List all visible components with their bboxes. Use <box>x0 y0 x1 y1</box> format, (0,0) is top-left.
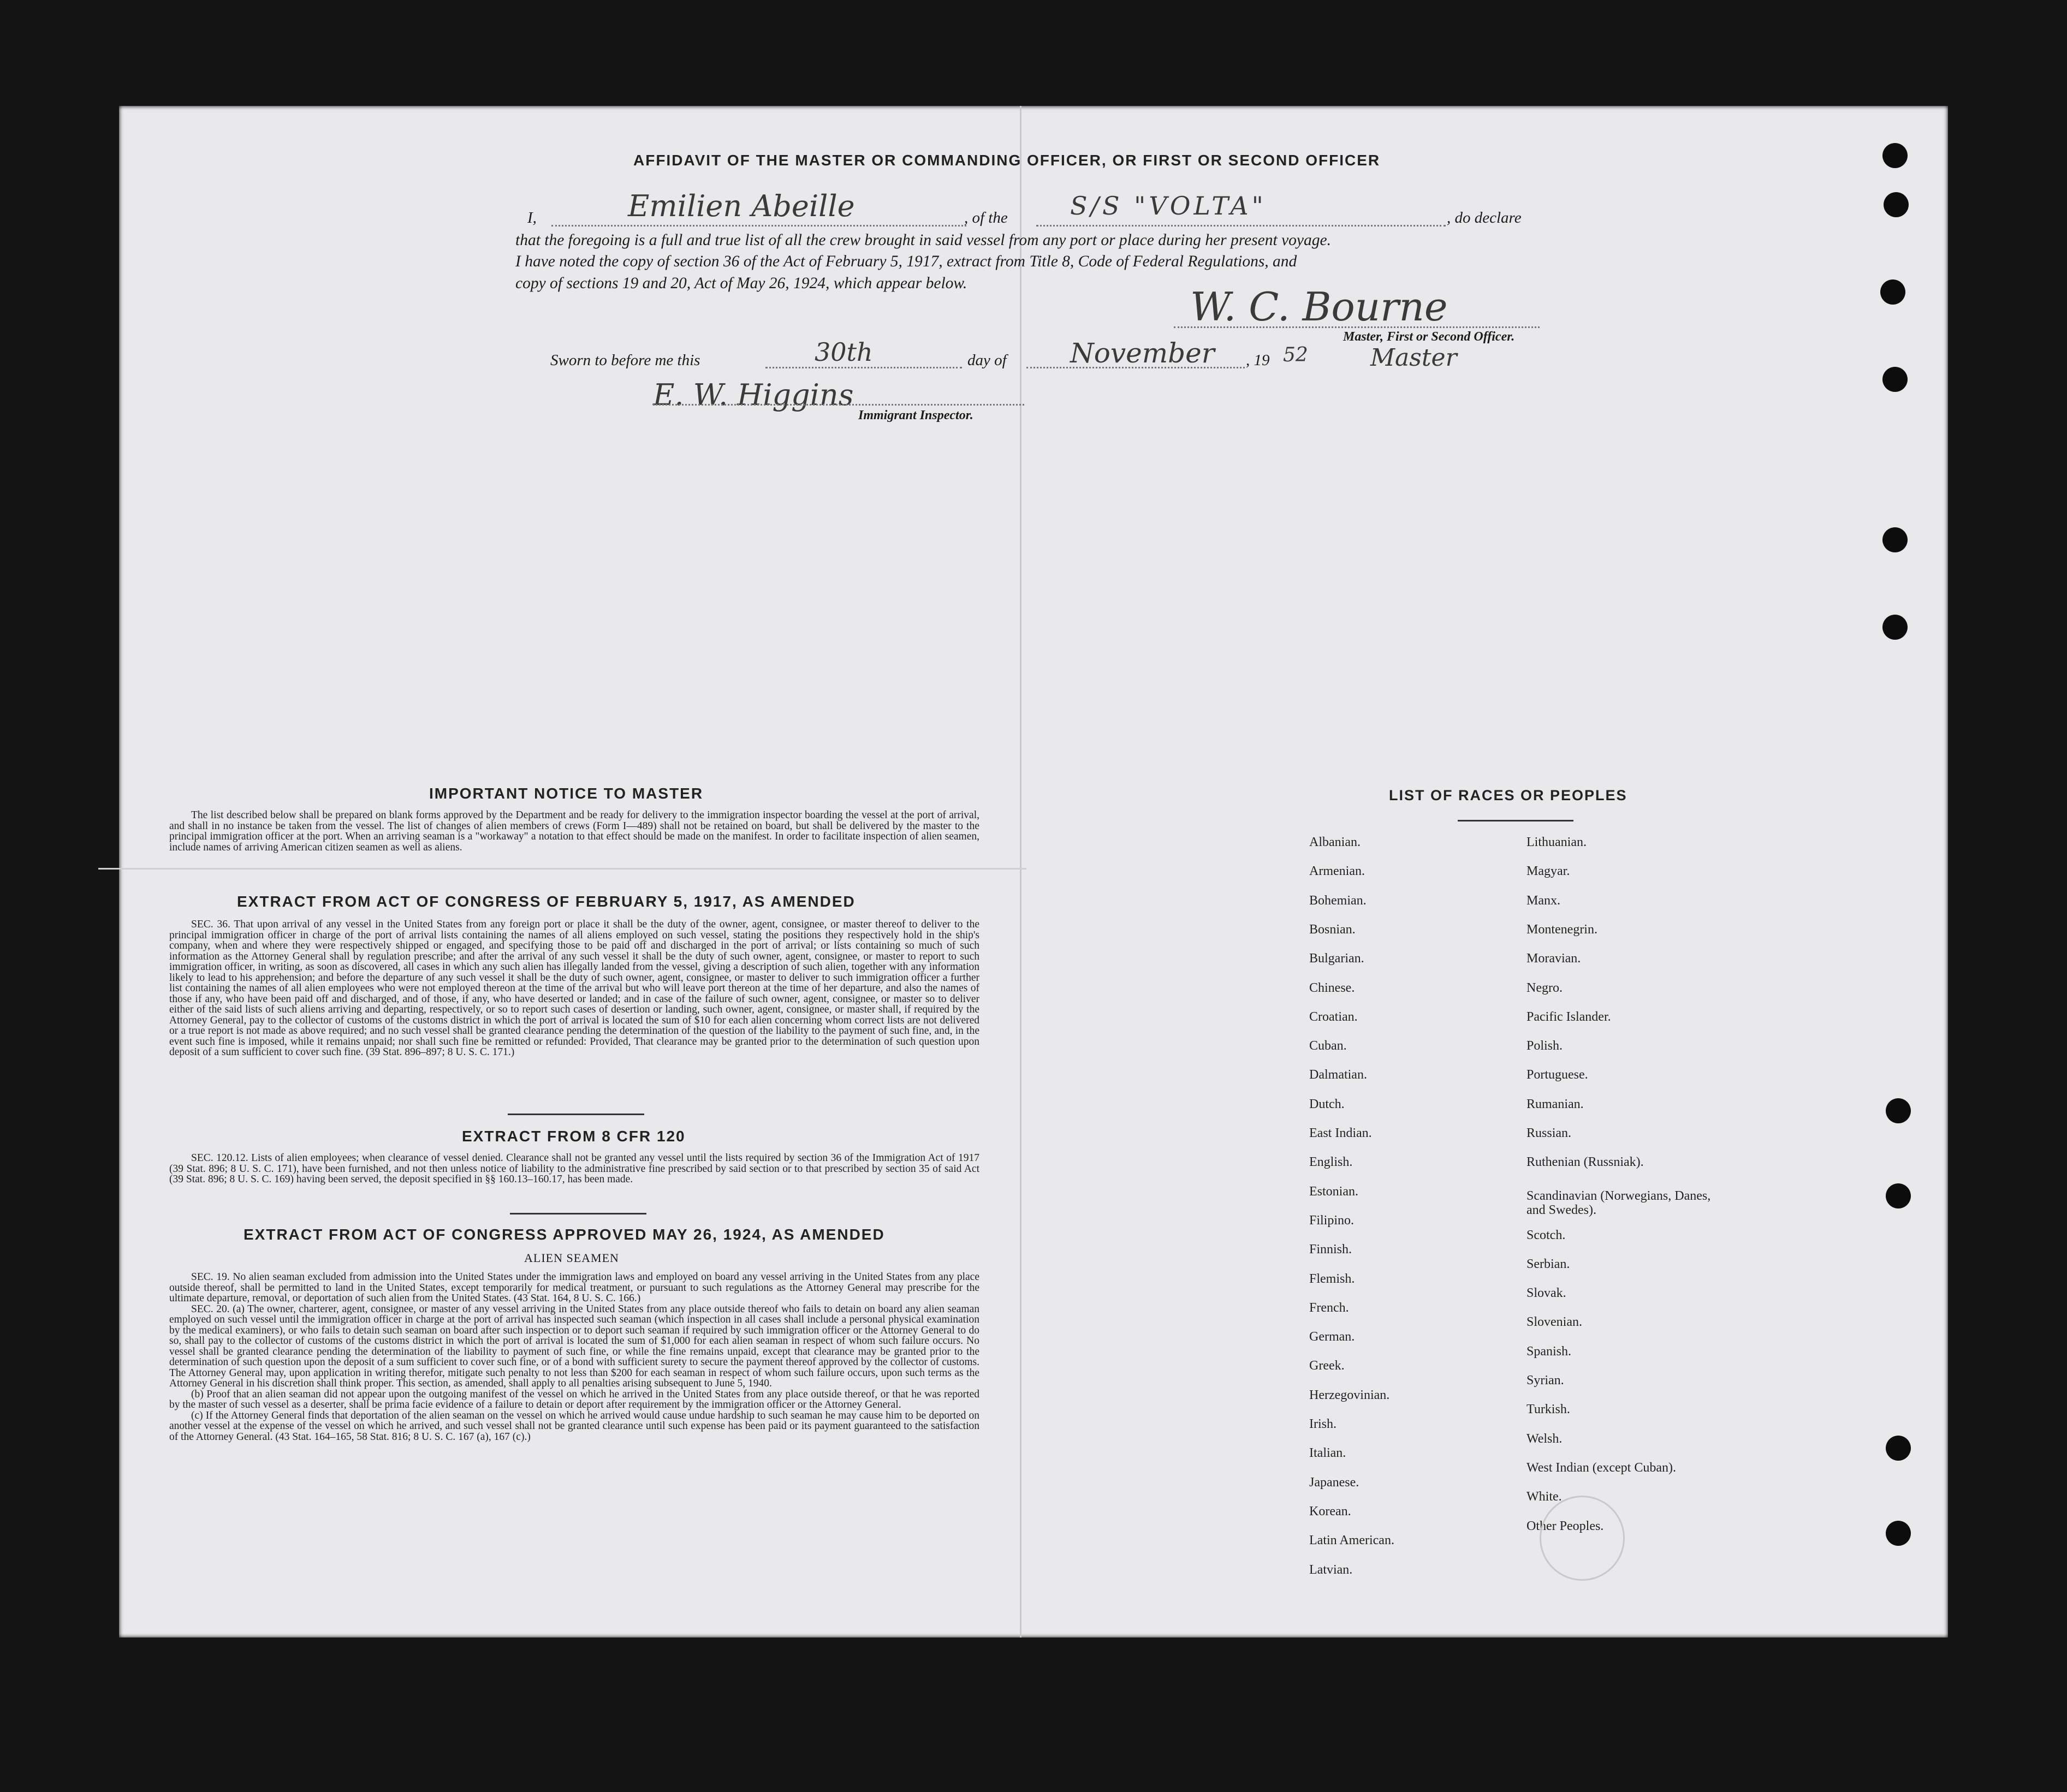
race-item: Estonian. <box>1309 1184 1358 1199</box>
race-item: Welsh. <box>1527 1431 1563 1446</box>
notice-paragraph: The list described below shall be prepared on blank forms approved by the Department and be ready for delivery to the immigration inspector boarding the vessel at the port of arrival, and shall in no instance be taken from the vessel. The list of changes of alien members of crews (Form I—489) shall not be retained on board, but shall be delivered by the master to the principal immigration officer at the port. When an arriving seaman is a "workaway" a notation to that effect should be made on the manifest. In order to facilitate inspection of alien seamen, include names of arriving American citizen seamen as well as aliens. <box>169 809 979 853</box>
binder-hole <box>1882 367 1908 392</box>
race-item: Scandinavian (Norwegians, Danes, and Swedes). <box>1527 1188 1711 1217</box>
signature-line <box>1174 326 1540 328</box>
of-the-label: , of the <box>964 209 1008 227</box>
race-item: Montenegrin. <box>1527 922 1597 937</box>
race-item: Herzegovinian. <box>1309 1388 1390 1402</box>
race-item: Greek. <box>1309 1359 1345 1373</box>
name-line <box>551 225 966 227</box>
race-item: Pacific Islander. <box>1527 1009 1611 1024</box>
fold-line-horizontal <box>98 868 1026 870</box>
extract-1917-title: EXTRACT FROM ACT OF CONGRESS OF FEBRUARY 5, 1917, AS AMENDED <box>237 893 856 910</box>
race-item: Flemish. <box>1309 1271 1355 1286</box>
races-title-rule <box>1458 820 1573 821</box>
affidavit-title: AFFIDAVIT OF THE MASTER OR COMMANDING OFFICER, OR FIRST OR SECOND OFFICER <box>633 152 1381 169</box>
race-item: Dutch. <box>1309 1097 1345 1111</box>
inspector-line <box>653 404 1024 406</box>
race-item: Latvian. <box>1309 1562 1353 1577</box>
extract-1924-sec20c: (c) If the Attorney General finds that deportation of the alien seaman on the vessel on which he arrived would cause undue hardship to such seaman he may cause him to be deported on another vessel at the expense of the vessel on which he arrived, and such vessel shall not be granted clearance until such expense has been paid or its payment guaranteed to the satisfaction of the Attorney General. (43 Stat. 164–165, 58 Stat. 816; 8 U. S. C. 167 (a), 167 (c).) <box>169 1409 979 1443</box>
race-item: Irish. <box>1309 1417 1337 1431</box>
fold-line-vertical <box>1020 106 1021 1638</box>
race-item: German. <box>1309 1330 1355 1344</box>
race-item: Other Peoples. <box>1527 1519 1604 1533</box>
master-name-handwritten: Emilien Abeille <box>628 189 855 223</box>
section-divider <box>510 1213 646 1214</box>
binder-hole <box>1886 1183 1911 1208</box>
races-title: LIST OF RACES OR PEOPLES <box>1389 787 1628 803</box>
year-handwritten: 52 <box>1283 344 1308 366</box>
extract-cfr-text <box>169 1153 979 1185</box>
race-item: Scotch. <box>1527 1228 1566 1242</box>
race-item: Bulgarian. <box>1309 951 1364 966</box>
extract-1924-sec19: SEC. 19. No alien seaman excluded from admission into the United States under the immigration laws and employed on board any vessel arriving in the United States from any place outside thereof, shall be permitted to land in the United States, except temporarily for medical treatment, or pursuant to such regulations as the Attorney General may prescribe for the ultimate departure, removal, or deportation of such alien from the United States. (43 Stat. 164, 8 U. S. C. 166.) <box>169 1271 979 1304</box>
race-item: Filipino. <box>1309 1213 1355 1228</box>
rank-handwritten: Master <box>1370 344 1457 372</box>
race-item: Albanian. <box>1309 835 1361 849</box>
extract-1924-title: EXTRACT FROM ACT OF CONGRESS APPROVED MAY 26, 1924, AS AMENDED <box>243 1226 885 1243</box>
race-item: White. <box>1527 1490 1562 1504</box>
race-item: Spanish. <box>1527 1344 1572 1359</box>
race-item: Serbian. <box>1527 1257 1570 1271</box>
race-item: Latin American. <box>1309 1533 1394 1548</box>
binder-hole <box>1886 1098 1911 1123</box>
race-item: Russian. <box>1527 1126 1572 1140</box>
race-item: East Indian. <box>1309 1126 1372 1140</box>
affidavit-line-2: that the foregoing is a full and true list of all the crew brought in said vessel from any port or place during her present voyage. <box>515 231 1331 249</box>
race-item: West Indian (except Cuban). <box>1527 1460 1676 1475</box>
race-item: Turkish. <box>1527 1402 1570 1417</box>
notice-title: IMPORTANT NOTICE TO MASTER <box>429 785 704 802</box>
race-item: Manx. <box>1527 893 1560 908</box>
vessel-handwritten: S/S "VOLTA" <box>1070 191 1267 221</box>
faded-seal <box>1540 1496 1625 1581</box>
race-item: Rumanian. <box>1527 1097 1584 1111</box>
race-item: Chinese. <box>1309 980 1355 995</box>
binder-hole <box>1884 192 1909 217</box>
race-item: Negro. <box>1527 980 1563 995</box>
race-item: Armenian. <box>1309 864 1365 879</box>
binder-hole <box>1882 527 1908 552</box>
extract-1924-sec20a: SEC. 20. (a) The owner, charterer, agent, consignee, or master of any vessel arriving in the United States from any place outside thereof who fails to detain on board any alien seaman employed on such vessel until the immigration officer in charge at the port of arrival has inspected such seaman (which inspection in all cases shall include a personal physical examination by the medical examiners), or who fails to detain such seaman on board after such inspection or to deport such seaman if required by such immigration officer or the Attorney General to do so, shall pay to the collector of customs of the customs district in which the port of arrival is located the sum of $1,000 for each alien seaman in respect of whom such failure occurs. No vessel shall be granted clearance pending the determination of the liability to payment of such fine, or while the fine remains unpaid, except that clearance may be granted prior to the determination of such question upon the deposit of a sum sufficient to cover such fine, or of a bond with sufficient surety to secure the payment thereof approved by the collector of customs. The Attorney General may, upon application in writing therefor, mitigate such penalty to not less than $200 for each seaman in respect of whom such failure occurs, upon such terms as the Attorney General in his discretion shall think proper. This section, as amended, shall apply to all penalties arising subsequent to June 5, 1940. <box>169 1303 979 1389</box>
extract-1924-text <box>169 1272 979 1442</box>
race-item: Portuguese. <box>1527 1068 1588 1082</box>
race-item: Slovak. <box>1527 1286 1566 1301</box>
signature-caption: Master, First or Second Officer. <box>1343 330 1515 344</box>
inspector-caption: Immigrant Inspector. <box>858 408 973 422</box>
year-label: , 19 <box>1246 352 1270 369</box>
race-item: French. <box>1309 1300 1349 1315</box>
race-item: Moravian. <box>1527 951 1581 966</box>
vessel-line <box>1036 225 1446 227</box>
race-item: Korean. <box>1309 1504 1351 1519</box>
race-item: Dalmatian. <box>1309 1068 1367 1082</box>
race-item: Croatian. <box>1309 1009 1358 1024</box>
sworn-month-handwritten: November <box>1070 337 1215 369</box>
race-item: Lithuanian. <box>1527 835 1587 849</box>
race-item: Magyar. <box>1527 864 1570 879</box>
race-item: English. <box>1309 1155 1353 1170</box>
race-item: Italian. <box>1309 1446 1346 1461</box>
race-item: Japanese. <box>1309 1475 1359 1490</box>
race-item: Syrian. <box>1527 1373 1564 1388</box>
binder-hole <box>1886 1436 1911 1461</box>
notice-text <box>169 810 979 853</box>
extract-cfr-title: EXTRACT FROM 8 CFR 120 <box>462 1128 686 1145</box>
binder-hole <box>1882 615 1908 640</box>
affidavit-line-3: I have noted the copy of section 36 of the Act of February 5, 1917, extract from Title 8, Code of Federal Regulations, and <box>515 253 1297 270</box>
race-item: Cuban. <box>1309 1039 1347 1053</box>
binder-hole <box>1886 1521 1911 1546</box>
section-divider <box>508 1114 644 1115</box>
sworn-day-line <box>765 367 962 368</box>
race-item: Slovenian. <box>1527 1315 1582 1330</box>
extract-1917-text <box>169 919 979 1058</box>
inspector-signature: E. W. Higgins <box>653 378 854 412</box>
extract-1924-sec20b: (b) Proof that an alien seaman did not appear upon the outgoing manifest of the vessel on which he arrived in the United States from any place outside thereof, or that he was reported by the master of such vessel as a deserter, shall be prima facie evidence of a failure to detain or deport after requirement by the immigration officer or the Attorney General. <box>169 1388 979 1410</box>
affidavit-line-4: copy of sections 19 and 20, Act of May 26, 1924, which appear below. <box>515 275 967 292</box>
day-of-label: day of <box>967 352 1007 369</box>
sworn-label: Sworn to before me this <box>550 352 700 369</box>
extract-1924-subtitle: ALIEN SEAMEN <box>524 1251 619 1265</box>
sworn-day-handwritten: 30th <box>815 337 873 367</box>
master-signature: W. C. Bourne <box>1190 284 1448 330</box>
binder-hole <box>1880 279 1905 305</box>
affidavit-i: I, <box>527 209 537 227</box>
race-item: Bohemian. <box>1309 893 1367 908</box>
binder-hole <box>1882 143 1908 168</box>
extract-cfr-paragraph: SEC. 120.12. Lists of alien employees; when clearance of vessel denied. Clearance shall not be granted any vessel until the lists required by section 36 of the Immigration Act of 1917 (39 Stat. 896; 8 U. S. C. 171), have been furnished, and not then unless notice of liability to the administrative fine prescribed by said section or to that prescribed by section 35 of said Act (39 Stat. 896; 8 U. S. C. 169) having been served, the deposit specified in §§ 160.13–160.17, has been made. <box>169 1152 979 1185</box>
do-declare-label: , do declare <box>1447 209 1522 227</box>
race-item: Ruthenian (Russniak). <box>1527 1155 1644 1170</box>
race-item: Finnish. <box>1309 1242 1352 1257</box>
extract-1917-paragraph: SEC. 36. That upon arrival of any vessel in the United States from any foreign port or place it shall be the duty of the owner, agent, consignee, or master thereof to deliver to the principal immigration officer in charge of the port of arrival lists containing the names of all aliens employed on such vessel, stating the positions they respectively hold in the ship's company, when and where they were respectively shipped or engaged, and specifying those to be paid off and discharged in the port of arrival; or lists containing so much of such information as the Attorney General shall by regulation prescribe; and after the arrival of any such vessel it shall be the duty of such owner, agent, consignee, or master to report to such immigration officer, in writing, as soon as discovered, all cases in which any such alien has illegally landed from the vessel, giving a description of such alien, together with any information likely to lead to his apprehension; and before the departure of any such vessel it shall be the duty of such owner, agent, consignee, or master to deliver to such immigration officer a further list containing the names of all alien employees who were not employed thereon at the time of the arrival but who will leave port thereon at the time of her departure, and also the names of those if any, who have been paid off and discharged, and of those, if any, who have deserted or landed; and in case of the failure of such owner, agent, consignee, or master so to deliver either of the said lists of such aliens arriving and departing, respectively, or so to report such cases of desertion or landing, such owner, agent, consignee, or master shall, if required by the Attorney General, pay to the collector of customs of the customs district in which the port of arrival is located the sum of $10 for each alien concerning whom correct lists are not delivered or a true report is not made as above required; and no such vessel shall be granted clearance pending the determination of the question of the liability to the payment of such fine, and, in the event such fine is imposed, while it remains unpaid; nor shall such fine be remitted or refunded: Provided, That clearance may be granted prior to the determination of such question upon deposit of a sum sufficient to cover such fine. (39 Stat. 896–897; 8 U. S. C. 171.) <box>169 919 979 1058</box>
race-item: Polish. <box>1527 1039 1563 1053</box>
race-item: Bosnian. <box>1309 922 1356 937</box>
